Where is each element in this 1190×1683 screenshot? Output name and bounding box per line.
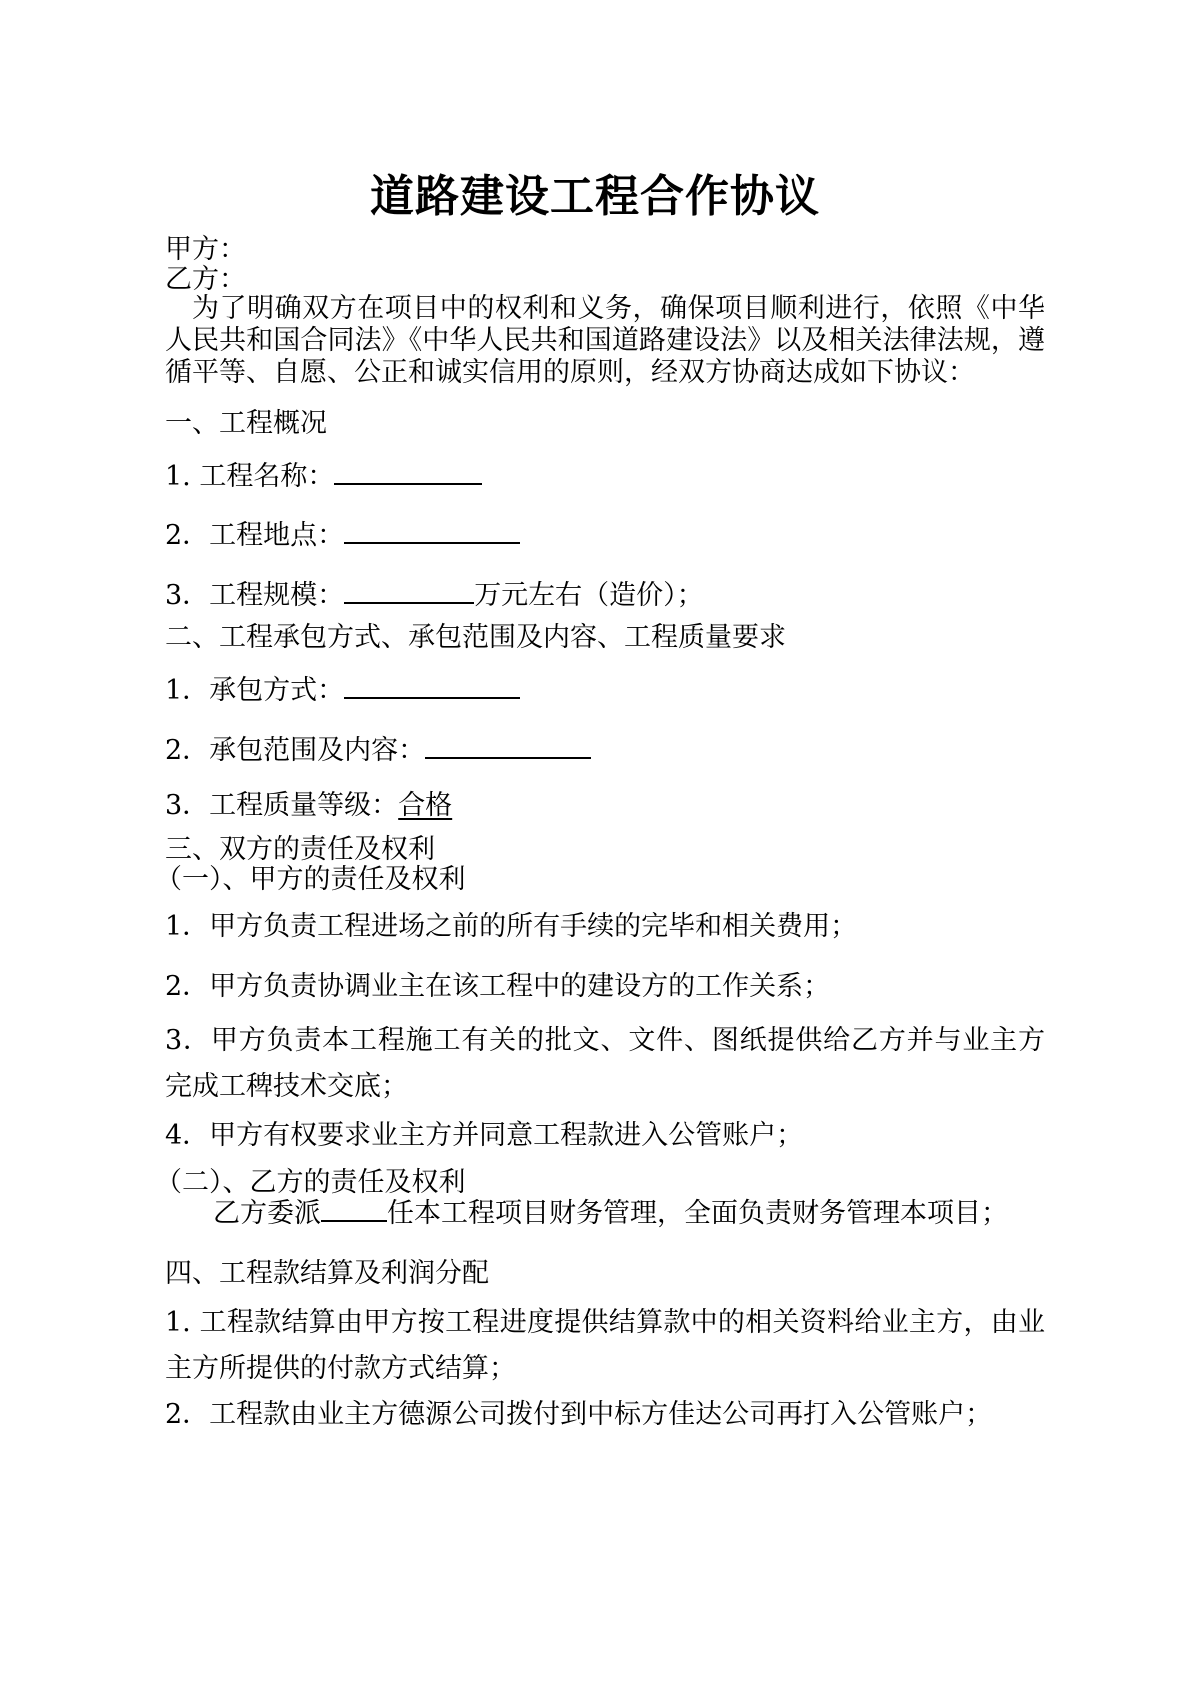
project-name-label: 1. 工程名称： xyxy=(165,461,335,492)
subsection-party-a-heading: （一）、甲方的责任及权利 xyxy=(155,864,466,895)
project-scale-label: 3．工程规模： xyxy=(165,580,345,611)
project-location-line xyxy=(165,515,520,552)
party-a-duty-4: 4．甲方有权要求业主方并同意工程款进入公管账户； xyxy=(165,1120,804,1151)
contract-scope-blank[interactable] xyxy=(425,730,591,759)
contract-method-line xyxy=(165,670,520,707)
party-a-duty-3: 3．甲方负责本工程施工有关的批文、文件、图纸提供给乙方并与业主方完成工稗技术交底； xyxy=(165,1025,1045,1102)
settlement-item-1: 1. 工程款结算由甲方按工程进度提供结算款中的相关资料给业主方，由业主方所提供的付款方式结算； xyxy=(165,1307,1045,1384)
party-b-duty-prefix: 乙方委派 xyxy=(213,1198,321,1229)
preamble-paragraph: 为了明确双方在项目中的权利和义务，确保项目顺利进行，依照《中华人民共和国合同法》《中华人民共和国道路建设法》以及相关法律法规，遵循平等、自愿、公正和诚实信用的原则，经双方协商达成如下协议： xyxy=(165,293,1045,388)
contract-method-label: 1．承包方式： xyxy=(165,675,345,706)
project-scale-blank[interactable] xyxy=(344,575,474,604)
section-4-heading: 四、工程款结算及利润分配 xyxy=(165,1258,489,1289)
party-a-label: 甲方： xyxy=(165,234,246,265)
settlement-item-2: 2．工程款由业主方德源公司拨付到中标方佳达公司再打入公管账户； xyxy=(165,1399,993,1430)
quality-grade-value: 合格 xyxy=(398,790,453,821)
project-name-line xyxy=(165,456,482,493)
party-b-duty-1 xyxy=(165,1196,1045,1230)
contract-method-blank[interactable] xyxy=(344,670,520,699)
document-title: 道路建设工程合作协议 xyxy=(370,171,820,222)
party-a-duty-2: 2．甲方负责协调业主在该工程中的建设方的工作关系； xyxy=(165,971,831,1002)
project-scale-line xyxy=(165,575,704,612)
quality-grade-line xyxy=(165,790,452,822)
project-name-blank[interactable] xyxy=(334,456,482,485)
project-location-blank[interactable] xyxy=(344,515,520,544)
quality-grade-label: 3．工程质量等级： xyxy=(165,790,399,821)
party-b-duty-suffix: 任本工程项目财务管理，全面负责财务管理本项目； xyxy=(387,1198,1008,1229)
subsection-party-b-heading: （二）、乙方的责任及权利 xyxy=(155,1167,466,1198)
section-1-heading: 一、工程概况 xyxy=(165,408,327,439)
section-2-heading: 二、工程承包方式、承包范围及内容、工程质量要求 xyxy=(165,622,786,653)
party-a-duty-1: 1．甲方负责工程进场之前的所有手续的完毕和相关费用； xyxy=(165,911,858,942)
project-scale-suffix: 万元左右（造价）； xyxy=(474,580,704,611)
contract-scope-label: 2．承包范围及内容： xyxy=(165,735,426,766)
project-location-label: 2．工程地点： xyxy=(165,520,345,551)
contract-scope-line xyxy=(165,730,591,767)
party-b-label: 乙方： xyxy=(165,264,246,295)
section-3-heading: 三、双方的责任及权利 xyxy=(165,834,435,865)
party-b-appointee-blank[interactable] xyxy=(321,1196,387,1222)
